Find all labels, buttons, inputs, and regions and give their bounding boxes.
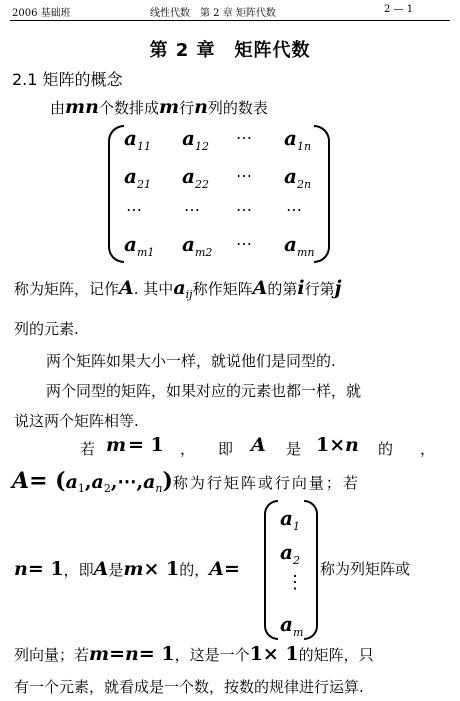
vector-right-parenthesis (304, 500, 318, 640)
math-eq: = (109, 643, 126, 665)
math-subscript: 2 (103, 482, 111, 495)
math-n: n (125, 643, 139, 665)
math-1x: 1× (316, 434, 346, 456)
text: 是 (108, 561, 124, 579)
math-n: n (345, 434, 359, 456)
math-n: n (14, 558, 28, 580)
chapter-title: 第 2 章 矩阵代数 (149, 40, 311, 61)
text: 列的数表 (207, 99, 268, 117)
text: ， (180, 440, 196, 458)
math-m: m (106, 434, 127, 456)
math-A: A (251, 434, 266, 456)
math-A: A (119, 277, 134, 299)
text: 的第 (267, 280, 298, 298)
matrix-entry: ⋯ (236, 166, 252, 185)
section-heading: 2.1 矩阵的概念 (12, 70, 123, 89)
math-m: m (158, 96, 180, 118)
vector-left-parenthesis (264, 500, 278, 640)
matrix-entry: $a_{m2}$ (182, 232, 213, 259)
math-A: A (252, 277, 268, 299)
text: 由 (50, 99, 66, 117)
math-m: m (89, 643, 110, 665)
text: 称作矩阵 (192, 280, 253, 298)
text: ， (420, 440, 436, 458)
matrix-entry: $a_{21}$ (124, 164, 151, 191)
text: 行第 (304, 280, 335, 298)
paragraph-line-1 (50, 96, 268, 118)
math-subscript: n (155, 482, 163, 495)
header-rule (10, 20, 450, 21)
paragraph-line-2 (14, 277, 341, 301)
math-eq-1: = 1 (27, 558, 64, 580)
matrix-entry: $a_{mn}$ (284, 232, 315, 259)
math-close: ) (162, 468, 173, 494)
math-a: a (173, 277, 186, 299)
math-j: j (334, 277, 342, 299)
right-parenthesis (314, 125, 330, 263)
math-eq-open: = ( (29, 468, 66, 494)
math-cdots: ,⋯, (110, 471, 144, 493)
text: 是 (286, 440, 302, 458)
math-eq-1: = 1 (128, 434, 164, 456)
text: 的， (179, 561, 210, 579)
math-eq-1: = 1 (138, 643, 175, 665)
matrix-entry: ⋯ (236, 128, 252, 147)
math-i: i (297, 277, 305, 299)
vector-entry: $a_1$ (280, 506, 300, 533)
math-subscript: 1 (77, 482, 85, 495)
matrix-entry: $a_{1n}$ (284, 126, 312, 153)
paragraph-line-11: 有一个元素，就看成是一个数，按数的规律进行运算. (14, 678, 364, 696)
paragraph-line-6: 说这两个矩阵相等. (14, 412, 139, 430)
vector-entry: $a_m$ (280, 612, 304, 639)
vector-entry: $a_2$ (280, 540, 300, 567)
text: ，这是一个 (174, 646, 250, 664)
text: 行 (179, 99, 195, 117)
matrix-entry: ⋯ (236, 234, 252, 253)
matrix-entry: ⋯ (286, 200, 302, 219)
matrix-entry: ⋯ (126, 200, 142, 219)
paragraph-line-10 (14, 643, 374, 665)
text: 即 (218, 440, 234, 458)
math-x1: × 1 (143, 558, 180, 580)
text: 若 (80, 440, 96, 458)
line-9-right: 称为列矩阵或 (320, 560, 411, 578)
header-left: 2006 基础班 (12, 8, 71, 19)
text: 称为行矩阵或行向量；若 (172, 474, 360, 492)
matrix-entry: $a_{m1}$ (124, 232, 155, 259)
math-eq: = (224, 558, 240, 580)
math-A: A (12, 468, 30, 494)
math-subscript: ij (185, 288, 193, 301)
paragraph-line-5: 两个同型的矩阵，如果对应的元素也都一样，就 (46, 382, 362, 400)
matrix-entry: ⋯ (236, 200, 252, 219)
header-center: 线性代数 第 2 章 矩阵代数 (150, 8, 276, 19)
text: 的矩阵，只 (298, 646, 374, 664)
matrix-entry: $a_{22}$ (182, 164, 209, 191)
math-a: a (91, 471, 104, 493)
math-1x1: 1× 1 (249, 643, 299, 665)
math-mn: mn (65, 96, 99, 118)
matrix-entry: $a_{2n}$ (284, 164, 312, 191)
text: 个数排成 (98, 99, 159, 117)
math-n: n (194, 96, 208, 118)
math-A: A (209, 558, 225, 580)
math-m: m (123, 558, 144, 580)
vector-entry: ⋮ (286, 572, 304, 593)
header-page-number: 2 — 1 (384, 4, 414, 15)
text: . 其中 (133, 280, 174, 298)
left-parenthesis (108, 125, 124, 263)
line-9-left (14, 558, 240, 580)
paragraph-line-4: 两个矩阵如果大小一样，就说他们是同型的. (46, 352, 336, 370)
paragraph-line-3: 列的元素. (14, 320, 79, 338)
math-A: A (93, 558, 109, 580)
math-a: a (143, 471, 156, 493)
text: ，即 (63, 561, 94, 579)
matrix-entry: ⋯ (184, 200, 200, 219)
text: 的 (378, 440, 394, 458)
text: 称为矩阵，记作 (14, 280, 120, 298)
text: 列向量；若 (14, 646, 90, 664)
matrix-entry: $a_{11}$ (124, 126, 151, 153)
paragraph-line-8 (12, 468, 360, 495)
math-a: a (65, 471, 78, 493)
math-comma: , (84, 471, 92, 493)
matrix-entry: $a_{12}$ (182, 126, 209, 153)
